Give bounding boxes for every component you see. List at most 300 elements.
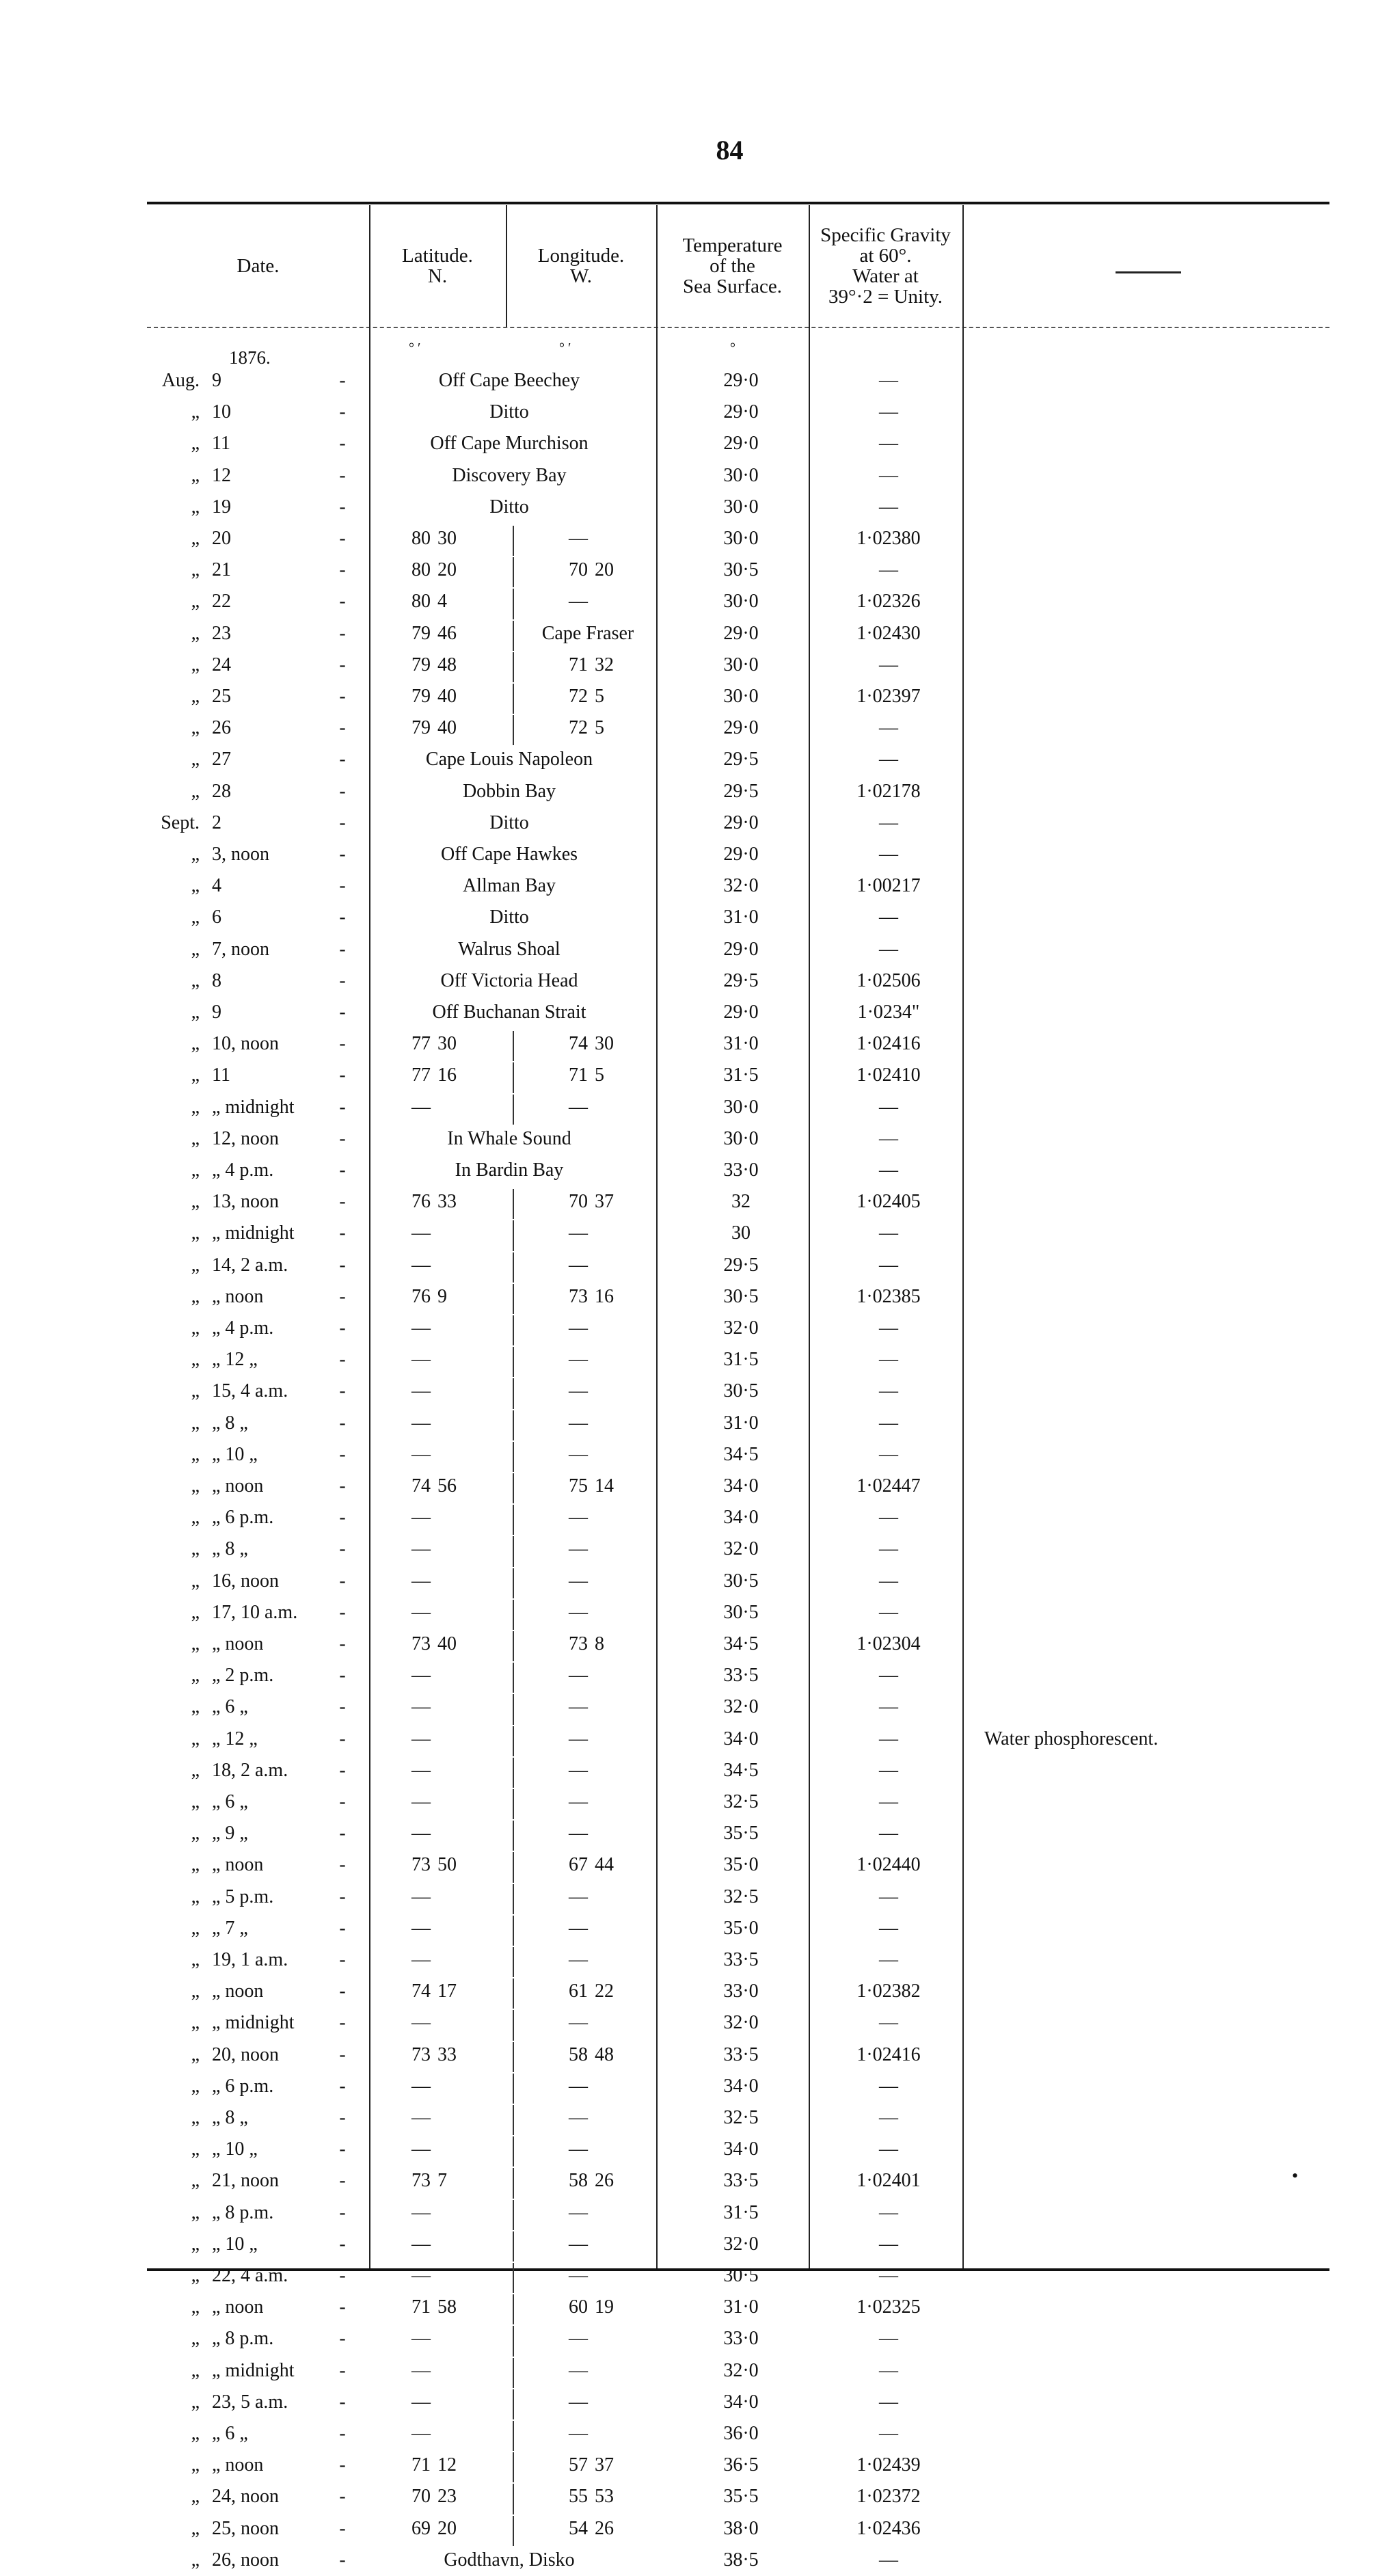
row-specific-gravity: 1·02439 — [856, 2454, 921, 2476]
row-temperature: 34·0 — [723, 1475, 759, 1497]
row-longitude-degrees: 70 — [569, 559, 588, 581]
row-dash: - — [339, 433, 346, 455]
row-month: „ — [191, 2201, 200, 2223]
row-dash: - — [339, 1191, 346, 1213]
row-day: 9 — [212, 1002, 221, 1023]
latitude-longitude-separator — [513, 2452, 514, 2482]
row-latitude-degrees: 73 — [411, 1633, 431, 1654]
row-latitude-degrees: 76 — [411, 1191, 431, 1213]
row-day: 20, noon — [212, 2043, 279, 2065]
row-latitude-degrees: — — [411, 1665, 431, 1687]
row-place: Discovery Bay — [452, 464, 567, 486]
row-month: Sept. — [161, 811, 200, 833]
row-latitude-degrees: — — [411, 1696, 431, 1718]
row-place: Dobbin Bay — [462, 780, 556, 802]
row-dash: - — [339, 1601, 346, 1623]
row-specific-gravity: — — [879, 717, 898, 739]
table-row — [0, 1723, 1378, 1755]
row-longitude-degrees: — — [569, 1507, 588, 1529]
row-day: „ midnight — [212, 2012, 295, 2034]
row-day: „ 9 „ — [212, 1823, 248, 1844]
latitude-longitude-separator — [513, 2294, 514, 2324]
row-dash: - — [339, 1380, 346, 1402]
row-specific-gravity: — — [879, 2391, 898, 2413]
row-longitude-degrees: — — [569, 1601, 588, 1623]
row-specific-gravity: 1·02178 — [856, 780, 921, 802]
row-latitude-minutes: 20 — [437, 559, 457, 581]
row-longitude-degrees: — — [569, 1222, 588, 1244]
row-specific-gravity: 1·02405 — [856, 1191, 921, 1213]
row-day: „ 6 „ — [212, 1791, 248, 1812]
row-longitude-degrees: 71 — [569, 1064, 588, 1086]
row-day: 19 — [212, 496, 231, 518]
row-day: 10 — [212, 401, 231, 423]
latitude-longitude-separator — [513, 1916, 514, 1946]
row-latitude-minutes: 17 — [437, 1981, 457, 2002]
row-day: 4 — [212, 875, 221, 897]
row-day: 21 — [212, 559, 231, 581]
table-row — [0, 1533, 1378, 1565]
row-temperature: 32·5 — [723, 1791, 759, 1812]
table-row — [0, 681, 1378, 712]
table-row — [0, 1250, 1378, 1281]
row-dash: - — [339, 1886, 346, 1907]
row-month: „ — [191, 1002, 200, 1023]
row-longitude-degrees: — — [569, 1349, 588, 1371]
row-latitude-degrees: — — [411, 1380, 431, 1402]
row-dash: - — [339, 464, 346, 486]
row-longitude-degrees: — — [569, 528, 588, 549]
row-day: 23, 5 a.m. — [212, 2391, 288, 2413]
row-temperature: 29·5 — [723, 749, 759, 770]
row-latitude-degrees: 74 — [411, 1475, 431, 1497]
row-day: „ 8 p.m. — [212, 2201, 274, 2223]
table-row — [0, 2387, 1378, 2418]
row-longitude-degrees: 58 — [569, 2043, 588, 2065]
row-longitude-degrees: — — [569, 1886, 588, 1907]
row-temperature: 29·0 — [723, 938, 759, 960]
row-day: 25 — [212, 686, 231, 707]
table-row — [0, 807, 1378, 839]
latitude-longitude-separator — [513, 2105, 514, 2135]
row-latitude-degrees: 80 — [411, 591, 431, 613]
row-latitude-minutes: 30 — [437, 1033, 457, 1055]
row-dash: - — [339, 1127, 346, 1149]
table-row — [0, 1566, 1378, 1597]
row-temperature: 34·5 — [723, 1759, 759, 1781]
table-row — [0, 1123, 1378, 1155]
row-month: „ — [191, 2549, 200, 2571]
row-temperature: 30·5 — [723, 559, 759, 581]
row-month: „ — [191, 1823, 200, 1844]
row-latitude-degrees: — — [411, 2233, 431, 2255]
row-month: „ — [191, 1412, 200, 1434]
row-day: 16, noon — [212, 1570, 279, 1592]
table-row — [0, 1408, 1378, 1439]
row-month: „ — [191, 969, 200, 991]
row-month: „ — [191, 464, 200, 486]
row-day: „ midnight — [212, 1096, 295, 1118]
row-latitude-degrees: 79 — [411, 686, 431, 707]
row-temperature: 32·0 — [723, 2233, 759, 2255]
row-month: „ — [191, 1096, 200, 1118]
row-temperature: 30·5 — [723, 1601, 759, 1623]
row-month: „ — [191, 2138, 200, 2160]
row-latitude-degrees: 77 — [411, 1033, 431, 1055]
row-longitude-minutes: 26 — [595, 2170, 614, 2192]
table-row — [0, 1155, 1378, 1186]
row-dash: - — [339, 370, 346, 391]
row-day: „ 7 „ — [212, 1917, 248, 1939]
row-month: „ — [191, 2454, 200, 2476]
row-temperature: 30·0 — [723, 686, 759, 707]
row-temperature: 29·0 — [723, 811, 759, 833]
row-temperature: 31·5 — [723, 1349, 759, 1371]
header-temperature-line-3: Sea Surface. — [683, 276, 782, 297]
row-temperature: 32 — [731, 1191, 751, 1213]
row-longitude-degrees: 73 — [569, 1285, 588, 1307]
row-dash: - — [339, 2486, 346, 2508]
row-latitude-minutes: 33 — [437, 2043, 457, 2065]
row-place: Godthavn, Disko — [444, 2549, 575, 2571]
row-latitude-minutes: 56 — [437, 1475, 457, 1497]
row-specific-gravity: 1·02380 — [856, 528, 921, 549]
row-month: „ — [191, 2043, 200, 2065]
table-row — [0, 712, 1378, 744]
table-row — [0, 2355, 1378, 2387]
row-longitude-degrees: — — [569, 2423, 588, 2444]
row-temperature: 34·5 — [723, 1633, 759, 1654]
row-temperature: 30·0 — [723, 496, 759, 518]
row-longitude-degrees: — — [569, 2107, 588, 2128]
row-place: Walrus Shoal — [458, 938, 560, 960]
row-specific-gravity: 1·02382 — [856, 1981, 921, 2002]
row-dash: - — [339, 1981, 346, 2002]
row-dash: - — [339, 1475, 346, 1497]
row-latitude-minutes: 40 — [437, 686, 457, 707]
row-day: „ 10 „ — [212, 2138, 258, 2160]
row-longitude-degrees: — — [569, 1538, 588, 1560]
table-row — [0, 1660, 1378, 1691]
row-longitude-degrees: 57 — [569, 2454, 588, 2476]
row-temperature: 32·0 — [723, 1696, 759, 1718]
row-longitude-degrees: — — [569, 1696, 588, 1718]
row-month: „ — [191, 2517, 200, 2539]
row-dash: - — [339, 1002, 346, 1023]
row-day: 18, 2 a.m. — [212, 1759, 288, 1781]
row-month: „ — [191, 717, 200, 739]
row-longitude-degrees: — — [569, 1412, 588, 1434]
row-latitude-degrees: — — [411, 1412, 431, 1434]
row-longitude-degrees: 54 — [569, 2517, 588, 2539]
row-day: „ 5 p.m. — [212, 1886, 274, 1907]
table-row — [0, 1913, 1378, 1944]
row-place: Ditto — [489, 496, 529, 518]
row-longitude-minutes: 32 — [595, 654, 614, 675]
row-temperature: 35·5 — [723, 1823, 759, 1844]
row-day: 26, noon — [212, 2549, 279, 2571]
row-latitude-minutes: 46 — [437, 622, 457, 644]
latitude-longitude-separator — [513, 1852, 514, 1882]
header-temperature — [656, 205, 809, 327]
row-specific-gravity: 1·02416 — [856, 2043, 921, 2065]
row-month: „ — [191, 780, 200, 802]
row-temperature: 32·0 — [723, 875, 759, 897]
row-day: 25, noon — [212, 2517, 279, 2539]
table-row — [0, 1471, 1378, 1502]
latitude-longitude-separator — [513, 1473, 514, 1503]
row-day: „ noon — [212, 1475, 264, 1497]
row-dash: - — [339, 749, 346, 770]
row-latitude-degrees: 79 — [411, 717, 431, 739]
row-temperature: 30·0 — [723, 654, 759, 675]
row-month: „ — [191, 2170, 200, 2192]
row-longitude-minutes: 20 — [595, 559, 614, 581]
row-longitude-minutes: 5 — [595, 717, 604, 739]
row-day: 27 — [212, 749, 231, 770]
row-longitude-minutes: 48 — [595, 2043, 614, 2065]
latitude-longitude-separator — [513, 526, 514, 556]
row-day: „ 10 „ — [212, 2233, 258, 2255]
latitude-longitude-separator — [513, 1726, 514, 1756]
table-row — [0, 2007, 1378, 2039]
table-row — [0, 1186, 1378, 1218]
row-place: In Whale Sound — [447, 1127, 571, 1149]
row-specific-gravity: — — [879, 464, 898, 486]
row-specific-gravity: — — [879, 433, 898, 455]
row-temperature: 29·0 — [723, 1002, 759, 1023]
row-day: „ midnight — [212, 2359, 295, 2381]
latitude-longitude-separator — [513, 1947, 514, 1977]
row-dash: - — [339, 2423, 346, 2444]
row-month: „ — [191, 1854, 200, 1876]
table-row — [0, 2513, 1378, 2545]
row-specific-gravity: — — [879, 2328, 898, 2350]
row-place: Off Victoria Head — [440, 969, 578, 991]
table-row — [0, 1881, 1378, 1913]
row-day: „ midnight — [212, 1222, 295, 1244]
row-month: „ — [191, 2486, 200, 2508]
row-month: „ — [191, 1064, 200, 1086]
row-day: „ 2 p.m. — [212, 1665, 274, 1687]
row-specific-gravity: — — [879, 1096, 898, 1118]
latitude-longitude-separator — [513, 2010, 514, 2040]
row-place: Off Cape Beechey — [438, 370, 580, 391]
table-row — [0, 1755, 1378, 1786]
row-latitude-degrees: — — [411, 1791, 431, 1812]
row-month: „ — [191, 1981, 200, 2002]
row-day: 10, noon — [212, 1033, 279, 1055]
row-dash: - — [339, 907, 346, 928]
row-longitude-degrees: — — [569, 2201, 588, 2223]
row-dash: - — [339, 1791, 346, 1812]
latitude-longitude-separator — [513, 1978, 514, 2009]
row-day: „ 8 „ — [212, 2107, 248, 2128]
row-place: Off Cape Hawkes — [440, 844, 578, 865]
row-specific-gravity: — — [879, 1949, 898, 1970]
latitude-longitude-separator — [513, 1252, 514, 1283]
row-dash: - — [339, 1949, 346, 1970]
row-day: 8 — [212, 969, 221, 991]
latitude-longitude-separator — [513, 1031, 514, 1061]
row-month: „ — [191, 1222, 200, 1244]
row-longitude-degrees: — — [569, 1949, 588, 1970]
row-specific-gravity: 1·02430 — [856, 622, 921, 644]
row-month: „ — [191, 433, 200, 455]
row-place: Off Cape Murchison — [430, 433, 589, 455]
header-remarks-dash — [1116, 271, 1181, 273]
row-temperature: 31·0 — [723, 2296, 759, 2318]
row-day: 9 — [212, 370, 221, 391]
row-longitude-degrees: — — [569, 2075, 588, 2097]
row-day: 22 — [212, 591, 231, 613]
table-row — [0, 965, 1378, 997]
row-latitude-degrees: 76 — [411, 1285, 431, 1307]
row-longitude-degrees: — — [569, 1096, 588, 1118]
row-temperature: 29·5 — [723, 780, 759, 802]
row-dash: - — [339, 1728, 346, 1749]
latitude-longitude-separator — [513, 2074, 514, 2104]
row-temperature: 31·0 — [723, 907, 759, 928]
row-longitude-minutes: 37 — [595, 1191, 614, 1213]
row-temperature: 35·0 — [723, 1854, 759, 1876]
row-longitude-minutes: 14 — [595, 1475, 614, 1497]
table-row — [0, 1344, 1378, 1376]
row-temperature: 30 — [731, 1222, 751, 1244]
row-temperature: 30·5 — [723, 1380, 759, 1402]
latitude-longitude-separator — [513, 1789, 514, 1819]
row-latitude-degrees: 80 — [411, 559, 431, 581]
row-day: „ noon — [212, 1633, 264, 1654]
row-remark: Water phosphorescent. — [984, 1728, 1159, 1749]
row-month: „ — [191, 907, 200, 928]
row-specific-gravity: — — [879, 938, 898, 960]
row-specific-gravity: — — [879, 2549, 898, 2571]
row-dash: - — [339, 2296, 346, 2318]
row-longitude-degrees: — — [569, 1823, 588, 1844]
row-specific-gravity: 1·02447 — [856, 1475, 921, 1497]
row-dash: - — [339, 780, 346, 802]
row-specific-gravity: 1·02385 — [856, 1285, 921, 1307]
row-longitude-minutes: 37 — [595, 2454, 614, 2476]
row-latitude-minutes: 50 — [437, 1854, 457, 1876]
row-dash: - — [339, 2265, 346, 2286]
row-dash: - — [339, 1159, 346, 1181]
latitude-longitude-separator — [513, 1568, 514, 1598]
row-dash: - — [339, 844, 346, 865]
row-dash: - — [339, 1064, 346, 1086]
table-row — [0, 1218, 1378, 1249]
row-specific-gravity: — — [879, 1254, 898, 1276]
row-dash: - — [339, 1759, 346, 1781]
row-specific-gravity: — — [879, 1159, 898, 1181]
table-row — [0, 397, 1378, 428]
row-dash: - — [339, 1823, 346, 1844]
row-month: „ — [191, 2296, 200, 2318]
row-dash: - — [339, 811, 346, 833]
row-longitude-degrees: — — [569, 2265, 588, 2286]
row-longitude-degrees: 72 — [569, 717, 588, 739]
row-temperature: 29·0 — [723, 717, 759, 739]
table-row — [0, 1597, 1378, 1628]
header-gravity-line-1: Specific Gravity — [820, 224, 951, 246]
row-dash: - — [339, 1507, 346, 1529]
latitude-longitude-separator — [513, 1095, 514, 1125]
row-specific-gravity: — — [879, 370, 898, 391]
row-temperature: 35·5 — [723, 2486, 759, 2508]
row-specific-gravity: — — [879, 496, 898, 518]
row-temperature: 33·0 — [723, 1159, 759, 1181]
row-longitude-degrees: — — [569, 2233, 588, 2255]
table-row — [0, 586, 1378, 617]
header-longitude — [506, 205, 656, 327]
row-temperature: 29·0 — [723, 401, 759, 423]
row-month: „ — [191, 2423, 200, 2444]
row-specific-gravity: — — [879, 907, 898, 928]
row-temperature: 31·0 — [723, 1033, 759, 1055]
row-latitude-minutes: 20 — [437, 2517, 457, 2539]
latitude-longitude-separator — [513, 1758, 514, 1788]
row-temperature: 34·0 — [723, 2138, 759, 2160]
row-month: „ — [191, 1949, 200, 1970]
row-month: „ — [191, 2391, 200, 2413]
row-day: 14, 2 a.m. — [212, 1254, 288, 1276]
row-latitude-degrees: — — [411, 1538, 431, 1560]
row-latitude-degrees: 70 — [411, 2486, 431, 2508]
row-month: „ — [191, 1570, 200, 1592]
row-longitude-degrees: — — [569, 1443, 588, 1465]
table-row — [0, 1786, 1378, 1818]
row-longitude-minutes: 5 — [595, 1064, 604, 1086]
row-longitude-degrees: — — [569, 1665, 588, 1687]
row-dash: - — [339, 1917, 346, 1939]
latitude-longitude-separator — [513, 2326, 514, 2356]
row-month: „ — [191, 1191, 200, 1213]
latitude-longitude-separator — [513, 1505, 514, 1535]
header-temperature-line-1: Temperature — [682, 234, 783, 256]
row-month: „ — [191, 749, 200, 770]
row-temperature: 33·5 — [723, 1665, 759, 1687]
row-specific-gravity: 1·02436 — [856, 2517, 921, 2539]
row-latitude-degrees: 71 — [411, 2296, 431, 2318]
row-day: 7, noon — [212, 938, 269, 960]
row-specific-gravity: — — [879, 1696, 898, 1718]
table-row — [0, 1060, 1378, 1091]
row-day: „ 6 „ — [212, 1696, 248, 1718]
row-dash: - — [339, 1349, 346, 1371]
latitude-longitude-separator — [513, 2231, 514, 2262]
row-place: Cape Louis Napoleon — [425, 749, 593, 770]
row-specific-gravity: 1·02416 — [856, 1033, 921, 1055]
row-specific-gravity: 1·02410 — [856, 1064, 921, 1086]
row-longitude-degrees: — — [569, 2012, 588, 2034]
latitude-longitude-separator — [513, 2516, 514, 2546]
row-month: „ — [191, 2012, 200, 2034]
row-specific-gravity: 1·00217 — [856, 875, 921, 897]
row-temperature: 34·0 — [723, 1728, 759, 1749]
row-latitude-minutes: 7 — [437, 2170, 447, 2192]
row-day: 23 — [212, 622, 231, 644]
table-row — [0, 1976, 1378, 2007]
row-specific-gravity: — — [879, 1601, 898, 1623]
row-month: „ — [191, 1507, 200, 1529]
row-dash: - — [339, 1538, 346, 1560]
row-longitude-degrees: 60 — [569, 2296, 588, 2318]
table-row — [0, 1502, 1378, 1533]
row-day: 15, 4 a.m. — [212, 1380, 288, 1402]
row-day: 19, 1 a.m. — [212, 1949, 288, 1970]
table-row — [0, 460, 1378, 492]
